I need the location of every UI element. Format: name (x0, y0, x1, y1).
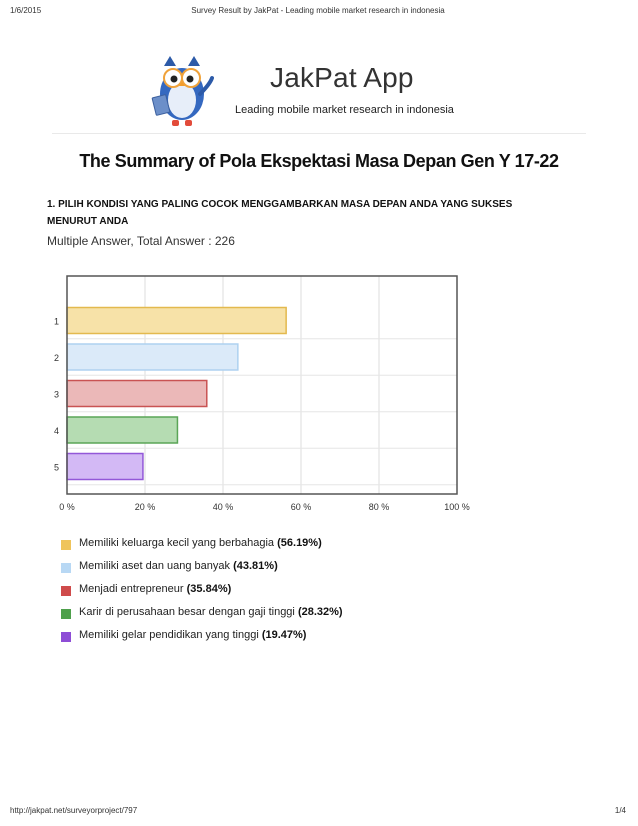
legend-swatch (61, 632, 71, 642)
y-tick-label: 2 (53, 353, 59, 363)
legend-label (79, 537, 322, 549)
legend-percentage: (56.19%) (277, 537, 322, 549)
app-tagline: Leading mobile market research in indonesia (235, 104, 454, 116)
x-tick-label: 60 % (290, 502, 312, 512)
x-tick-label: 0 % (59, 502, 75, 512)
x-tick-label: 80 % (368, 502, 390, 512)
legend-text: Menjadi entrepreneur (79, 583, 184, 595)
legend-text: Karir di perusahaan besar dengan gaji tinggi (79, 606, 295, 618)
x-tick-label: 20 % (134, 502, 156, 512)
print-header (10, 6, 626, 18)
legend-percentage: (35.84%) (186, 583, 232, 595)
y-tick-label: 5 (53, 462, 59, 473)
print-url: http://jakpat.net/surveyorproject/797 (10, 806, 138, 815)
owl-mascot-icon (150, 54, 214, 130)
summary-title: The Summary of Pola Ekspektasi Masa Depan Gen Y 17-22 (79, 151, 559, 171)
legend-label (79, 583, 231, 595)
bar-5 (67, 454, 143, 480)
print-date: 1/6/2015 (10, 6, 42, 15)
print-page-number: 1/4 (614, 806, 626, 815)
legend-text: Memiliki aset dan uang banyak (79, 560, 231, 572)
header-divider (52, 133, 586, 134)
legend-swatch (61, 540, 71, 550)
y-tick-label: 3 (53, 389, 59, 400)
legend-text: Memiliki gelar pendidikan yang tinggi (79, 629, 259, 641)
question-text: 1. PILIH KONDISI YANG PALING COCOK MENGGAMBARKAN MASA DEPAN ANDA YANG SUKSES MENURUT ANDA (47, 199, 513, 227)
legend-swatch (61, 563, 71, 573)
bar-1 (67, 308, 286, 334)
y-tick-label: 1 (53, 316, 59, 327)
bar-4 (67, 417, 177, 443)
print-page-title: Survey Result by JakPat - Leading mobile market research in indonesia (191, 6, 445, 15)
y-tick-label: 4 (53, 426, 59, 436)
app-name: JakPat App (270, 62, 414, 93)
bar-chart (45, 268, 475, 518)
legend-percentage: (43.81%) (233, 560, 278, 572)
legend-label (79, 560, 278, 572)
legend-percentage: (19.47%) (261, 629, 307, 641)
legend-swatch (61, 609, 71, 619)
bar-3 (67, 381, 207, 407)
print-footer (10, 806, 626, 818)
x-tick-label: 100 % (444, 502, 470, 512)
bar-2 (67, 344, 238, 370)
legend-label (79, 606, 343, 618)
legend-text: Memiliki keluarga kecil yang berbahagia (79, 537, 275, 549)
legend-label (79, 629, 306, 641)
answer-meta: Multiple Answer, Total Answer : 226 (47, 234, 235, 248)
x-tick-label: 40 % (212, 502, 234, 512)
legend-percentage: (28.32%) (297, 606, 343, 618)
legend-swatch (61, 586, 71, 596)
